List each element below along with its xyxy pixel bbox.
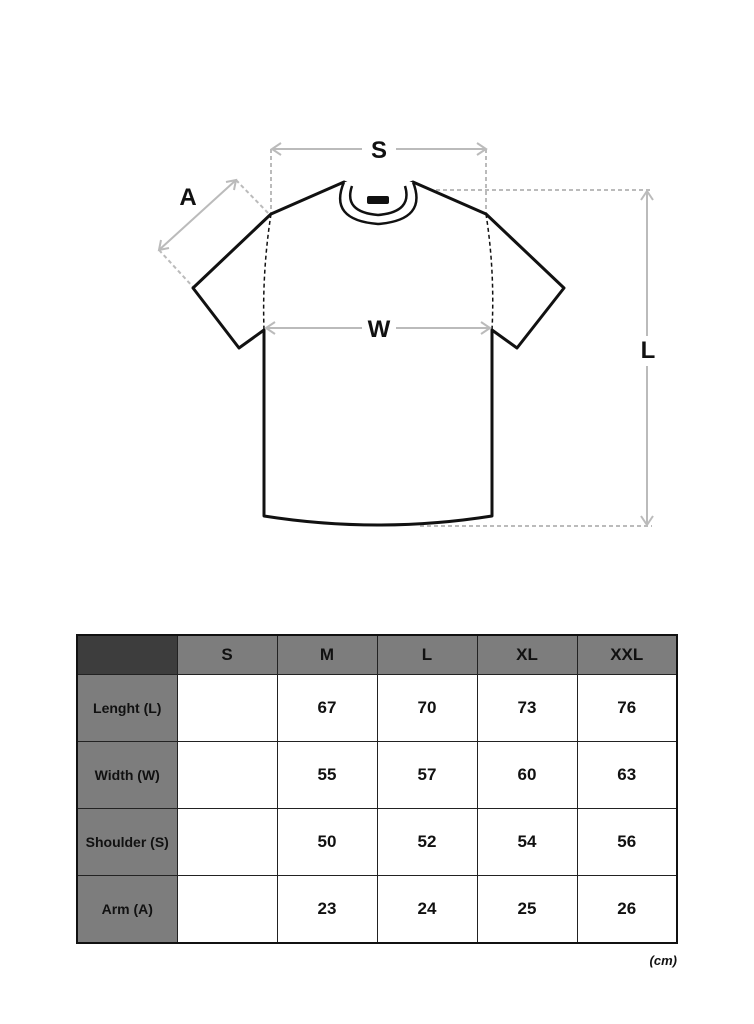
row-label-arm: Arm (A) (77, 876, 177, 943)
table-cell: 26 (577, 876, 677, 943)
neck-label-tag (367, 196, 389, 204)
row-label-length: Lenght (L) (77, 675, 177, 742)
table-cell: 25 (477, 876, 577, 943)
arm-label: A (179, 184, 197, 211)
table-cell: 63 (577, 742, 677, 809)
length-label: L (640, 337, 656, 364)
table-cell: 67 (277, 675, 377, 742)
table-row (77, 876, 677, 943)
unit-note: (cm) (649, 953, 677, 968)
column-header-l: L (377, 635, 477, 675)
table-cell: 52 (377, 809, 477, 876)
table-cell: 76 (577, 675, 677, 742)
table-cell (177, 742, 277, 809)
table-row (77, 809, 677, 876)
table-cell (177, 876, 277, 943)
table-cell: 24 (377, 876, 477, 943)
table-row (77, 742, 677, 809)
table-cell (177, 809, 277, 876)
row-label-shoulder: Shoulder (S) (77, 809, 177, 876)
table-cell: 73 (477, 675, 577, 742)
table-header-row (77, 635, 677, 675)
table-cell: 55 (277, 742, 377, 809)
table-cell: 23 (277, 876, 377, 943)
table-cell: 57 (377, 742, 477, 809)
table-corner-cell (77, 635, 177, 675)
tshirt-outline (193, 182, 564, 525)
table-cell: 56 (577, 809, 677, 876)
table-cell (177, 675, 277, 742)
column-header-s: S (177, 635, 277, 675)
table-row (77, 675, 677, 742)
column-header-xl: XL (477, 635, 577, 675)
table-cell: 54 (477, 809, 577, 876)
table-cell: 60 (477, 742, 577, 809)
shoulder-label: S (370, 137, 388, 164)
table-cell: 50 (277, 809, 377, 876)
table-cell: 70 (377, 675, 477, 742)
column-header-xxl: XXL (577, 635, 677, 675)
size-chart-table (76, 634, 678, 944)
row-label-width: Width (W) (77, 742, 177, 809)
width-label: W (367, 316, 391, 343)
column-header-m: M (277, 635, 377, 675)
